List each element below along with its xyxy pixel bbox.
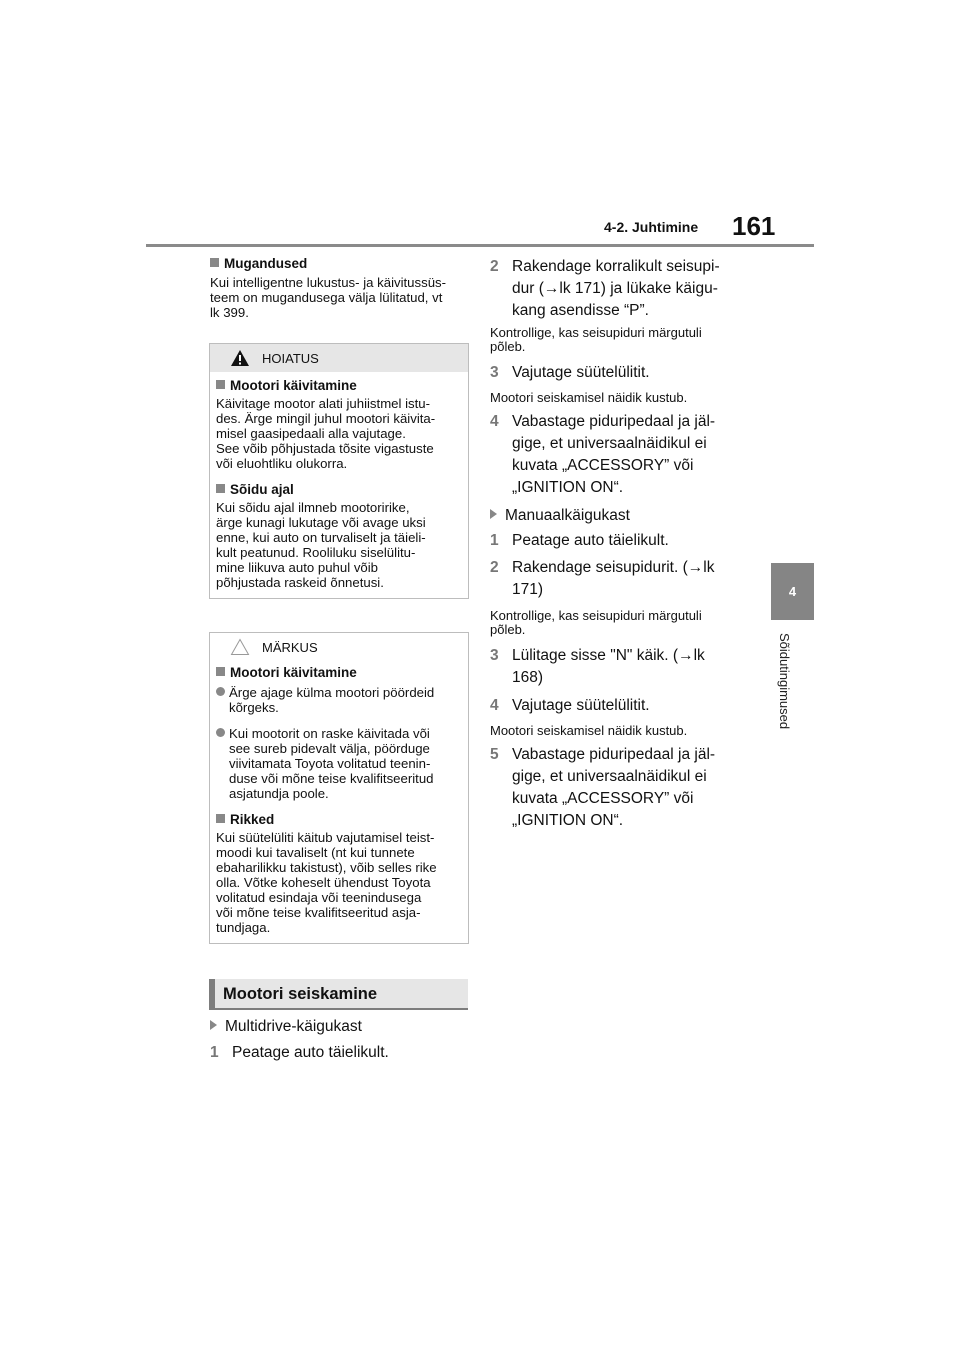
caution-triangle-icon (230, 638, 250, 656)
triangle-arrow-icon (210, 1020, 217, 1030)
note-2: Mootori seiskamisel näidik kustub. (490, 390, 688, 405)
chapter-tab-label (777, 633, 804, 763)
mugandused-title: Mugandused (210, 256, 470, 271)
warning-subtitle-2: Sõidu ajal (216, 482, 462, 497)
notice-box-header (210, 633, 468, 661)
square-bullet-icon (210, 258, 219, 267)
round-bullet-icon (216, 728, 225, 737)
round-bullet-icon (216, 687, 225, 696)
notice-bullet-2: Kui mootorit on raske käivitada või see sureb pidevalt välja, pöörduge viivitamata Toyota volitatud teenin- duse või mõne teise kvalifitseeritud asjatundja poole. (216, 726, 462, 801)
square-bullet-icon (216, 667, 225, 676)
section-heading: Mootori seiskamine (209, 979, 468, 1010)
notice-box (209, 632, 469, 944)
section-title: 4-2. Juhtimine (604, 219, 699, 235)
step-4: 4 Vabastage piduripedaal ja jäl- gige, et universaalnäidikul ei kuvata „ACCESSORY” või „IGNITION ON“. (490, 413, 716, 496)
note-3: Kontrollige, kas seisupiduri märgutuli põleb. (490, 608, 702, 637)
manual-step-5: 5 Vabastage piduripedaal ja jäl- gige, et universaalnäidikul ei kuvata „ACCESSORY” või „IGNITION ON“. (490, 746, 716, 829)
page-number: 161 (732, 211, 776, 241)
note-1: Kontrollige, kas seisupiduri märgutuli põleb. (490, 325, 702, 354)
notice-text-2: Kui süütelüliti käitub vajutamisel teist- moodi kui tavaliselt (nt kui tunnete ebaharilikku takistust), võib selles rike olla. Võtke koheselt ühendust Toyota volitatud esindaja või teenindusega või mõne teise kvalifitseeritud asja- tundjaga. (216, 830, 437, 935)
square-bullet-icon (216, 484, 225, 493)
manual-step-3: 3 Lülitage sisse "N" käik. (→lk 168) (490, 647, 705, 686)
note-4: Mootori seiskamisel näidik kustub. (490, 723, 688, 738)
warning-title: HOIATUS (262, 351, 319, 366)
square-bullet-icon (216, 380, 225, 389)
mugandused-text: Kui intelligentne lukustus- ja käivitussüs- teem on mugandusega välja lülitatud, vt lk 399. (210, 275, 447, 320)
warning-text-2: Kui sõidu ajal ilmneb mootoririke, ärge kunagi lukutage või avage uksi enne, kui auto on turvaliselt ja täieli- kult peatunud. Rooliluku siselülitu- mine liikuva auto puhul võib põhjustada raskeid õnnetusi. (216, 500, 426, 590)
notice-subtitle-1: Mootori käivitamine (216, 665, 462, 680)
warning-subtitle-1: Mootori käivitamine (216, 378, 462, 393)
step-1: 1 Peatage auto täielikult. (210, 1044, 389, 1061)
manual-step-1: 1 Peatage auto täielikult. (490, 532, 669, 549)
manual-step-4: 4 Vajutage süütelülitit. (490, 697, 650, 714)
header-rule (146, 244, 814, 247)
mugandused-section (210, 256, 470, 320)
manual-label: Manuaalkäigukast (490, 505, 740, 527)
chapter-tab: 4 (771, 563, 814, 620)
warning-triangle-icon (230, 349, 250, 367)
warning-box-header (210, 344, 468, 372)
notice-bullet-1: Ärge ajage külma mootori pöördeid kõrgeks. (216, 685, 462, 715)
manual-step-2: 2 Rakendage seisupidurit. (→lk 171) (490, 559, 715, 598)
step-3: 3 Vajutage süütelülitit. (490, 364, 650, 381)
chapter-label-text: Sõidutingimused (777, 633, 792, 730)
triangle-arrow-icon (490, 509, 497, 519)
step-2: 2 Rakendage korralikult seisupi- dur (→lk 171) ja lükake käigu- kang asendisse “P”. (490, 258, 720, 319)
multidrive-label: Multidrive-käigukast (210, 1016, 470, 1038)
notice-title: MÄRKUS (262, 640, 318, 655)
notice-subtitle-2: Rikked (216, 812, 462, 827)
square-bullet-icon (216, 814, 225, 823)
warning-text-1: Käivitage mootor alati juhiistmel istu- des. Ärge mingil juhul mootori käivita- misel gaasipedaali alla vajutage. See võib põhjustada tõsite vigastuste või eluohtliku olukorra. (216, 396, 436, 471)
warning-box (209, 343, 469, 599)
